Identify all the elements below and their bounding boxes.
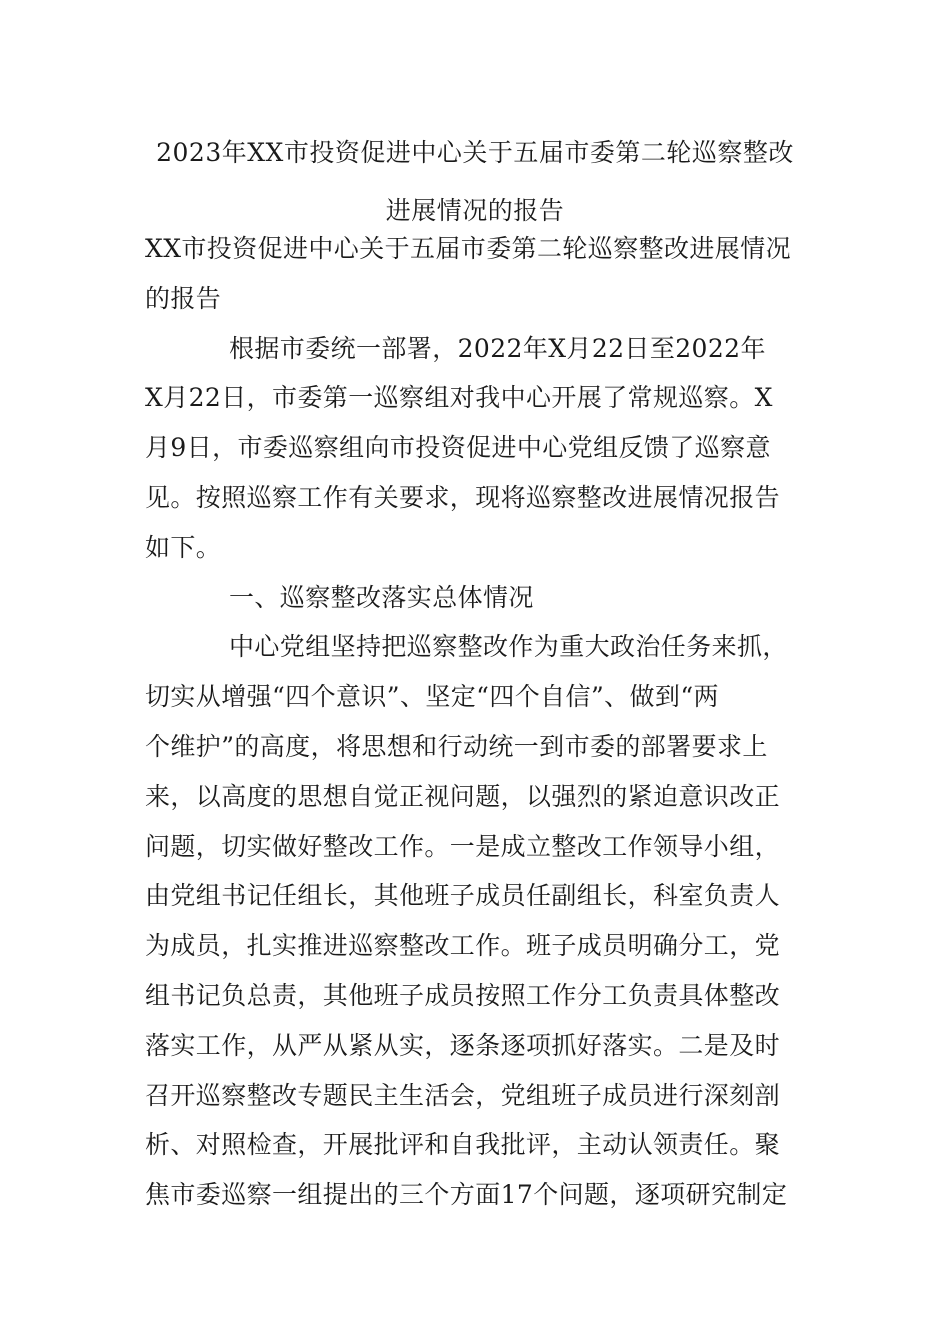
paragraph-line: 问题，切实做好整改工作。一是成立整改工作领导小组， xyxy=(145,831,781,861)
subtitle-line: XX市投资促进中心关于五届市委第二轮巡察整改进展情况 xyxy=(145,234,791,263)
paragraph-line: X月22日，市委第一巡察组对我中心开展了常规巡察。X xyxy=(145,383,773,413)
paragraph-line: 组书记负总责，其他班子成员按照工作分工负责具体整改 xyxy=(145,980,781,1010)
subtitle-line: 的报告 xyxy=(145,283,222,313)
paragraph-line: 中心党组坚持把巡察整改作为重大政治任务来抓， xyxy=(229,632,788,662)
paragraph-line: 由党组书记任组长，其他班子成员任副组长，科室负责人 xyxy=(145,881,781,911)
paragraph-line: 切实从增强“四个意识”、坚定“四个自信”、做到“两 xyxy=(145,682,719,712)
paragraph-line: 召开巡察整改专题民主生活会，党组班子成员进行深刻剖 xyxy=(145,1080,781,1110)
paragraph-line: 根据市委统一部署，2022年X月22日至2022年 xyxy=(229,333,766,363)
paragraph-line: 如下。 xyxy=(145,532,222,562)
document-body xyxy=(145,224,810,1220)
paragraph-line: 焦市委巡察一组提出的三个方面17个问题，逐项研究制定 xyxy=(145,1180,788,1210)
paragraph-line: 月9日，市委巡察组向市投资促进中心党组反馈了巡察意 xyxy=(145,433,771,463)
paragraph-line: 见。按照巡察工作有关要求，现将巡察整改进展情况报告 xyxy=(145,482,781,512)
paragraph-line: 落实工作，从严从紧从实，逐条逐项抓好落实。二是及时 xyxy=(145,1030,781,1060)
title-line: 进展情况的报告 xyxy=(385,196,565,225)
paragraph-line: 个维护”的高度，将思想和行动统一到市委的部署要求上 xyxy=(145,731,768,761)
title-line: 2023年XX市投资促进中心关于五届市委第二轮巡察整改 xyxy=(156,138,794,167)
document-title xyxy=(130,124,820,240)
section-heading: 一、巡察整改落实总体情况 xyxy=(229,582,534,612)
paragraph-line: 来，以高度的思想自觉正视问题，以强烈的紧迫意识改正 xyxy=(145,781,781,811)
paragraph-line: 为成员，扎实推进巡察整改工作。班子成员明确分工，党 xyxy=(145,931,781,961)
paragraph-line: 析、对照检查，开展批评和自我批评，主动认领责任。聚 xyxy=(145,1130,781,1160)
